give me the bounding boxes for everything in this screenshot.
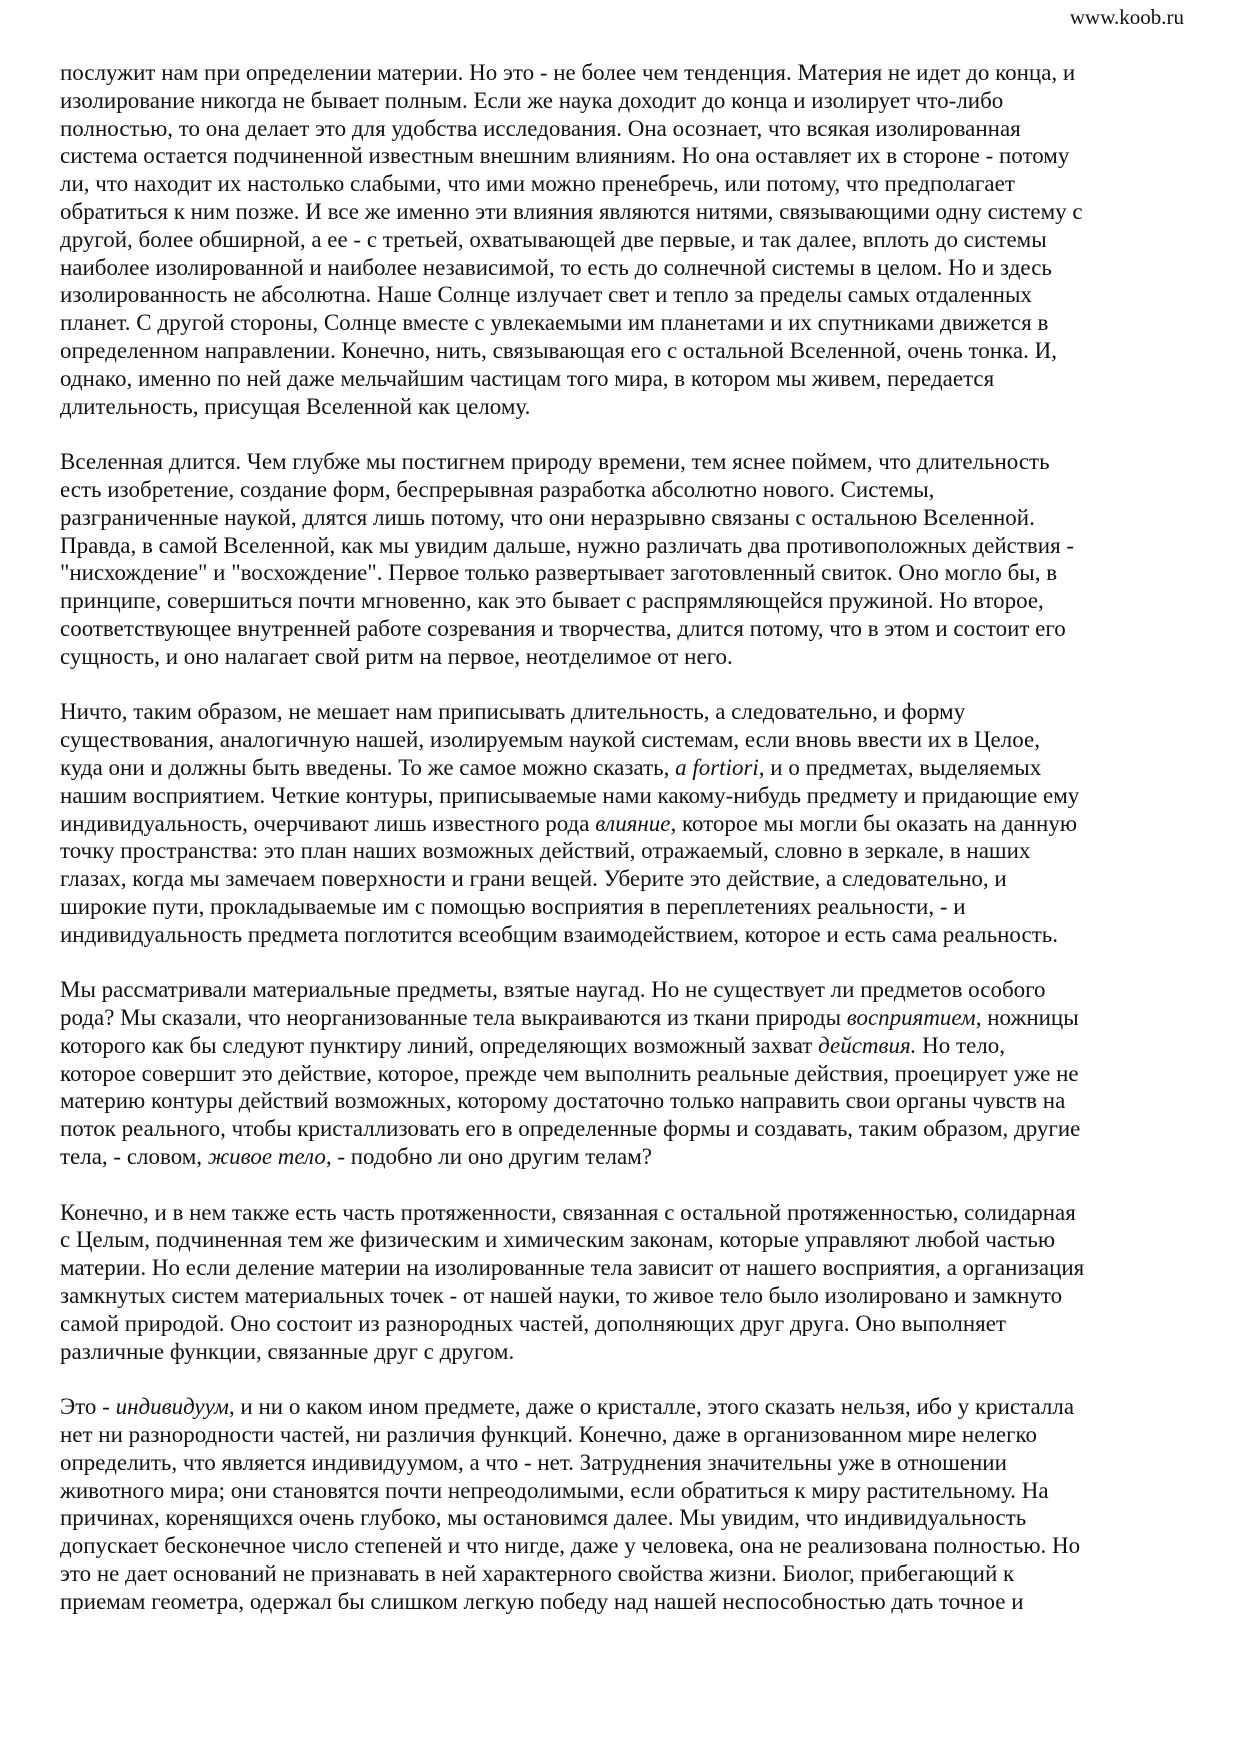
text-line: это не дает оснований не признавать в ней характерного свойства жизни. Биолог, прибегающий к: [60, 1561, 1015, 1588]
text-line: нашим восприятием. Четкие контуры, приписываемые нами какому-нибудь предмету и придающие ему: [60, 782, 1080, 809]
text-segment: которое мы могли бы оказать на данную: [676, 810, 1078, 837]
text-line: индивидуальность предмета поглотится всеобщим взаимодействием, которое и есть сама реальность.: [60, 921, 1058, 948]
text-line: животного мира; они становятся почти непреодолимыми, если обратиться к миру растительному. На: [60, 1477, 1049, 1504]
text-line: [60, 755, 1185, 783]
text-segment: куда они и должны быть введены. То же самое можно сказать,: [60, 754, 676, 781]
text-line: другой, более обширной, а ее - с третьей, охватывающей две первые, и так далее, вплоть до системы: [60, 226, 1047, 253]
text-segment: и ни о каком ином предмете, даже о кристалле, этого сказать нельзя, ибо у кристалла: [234, 1394, 1075, 1421]
italic-term: индивидуум,: [115, 1394, 235, 1421]
text-line: система остается подчиненной известным внешним влияниям. Но она оставляет их в стороне - потому: [60, 143, 1070, 170]
text-line: планет. С другой стороны, Солнце вместе с увлекаемыми им планетами и их спутниками движется в: [60, 310, 1049, 337]
italic-term: живое тело,: [207, 1144, 332, 1171]
paragraph: [60, 60, 1210, 421]
text-segment: тела, - словом,: [60, 1144, 208, 1171]
text-line: [60, 811, 1185, 839]
text-line: материи. Но если деление материи на изолированные тела зависит от нашего восприятия, а организация: [60, 1255, 1085, 1282]
text-line: изолирование никогда не бывает полным. Если же наука доходит до конца и изолирует что-либо: [60, 87, 1004, 114]
text-line: которое совершит это действие, которое, прежде чем выполнить реальные действия, проецирует уже не: [60, 1060, 1079, 1087]
text-segment: - подобно ли оно другим телам?: [331, 1144, 652, 1171]
text-line: приемам геометра, одержал бы слишком легкую победу над нашей неспособностью дать точное и: [60, 1588, 1024, 1615]
text-line: точку пространства: это план наших возможных действий, отражаемый, словно в зеркале, в наших: [60, 838, 1031, 865]
text-line: Правда, в самой Вселенной, как мы увидим дальше, нужно различать два противоположных действия -: [60, 532, 1075, 559]
text-line: есть изобретение, создание форм, беспрерывная разработка абсолютно нового. Системы,: [60, 476, 935, 503]
text-segment: ножницы: [981, 1005, 1079, 1032]
text-line: материю контуры действий возможных, которому достаточно только направить свои органы чувств на: [60, 1088, 1066, 1115]
text-line: [60, 1144, 1185, 1172]
italic-term: восприятием,: [846, 1005, 982, 1032]
text-line: соответствующее внутренней работе созревания и творчества, длится потому, что в этом и состоит его: [60, 615, 1066, 642]
text-line: разграниченные наукой, длятся лишь потому, что они неразрывно связаны с остальною Вселенной.: [60, 504, 1035, 531]
text-line: поток реального, чтобы кристаллизовать его в определенные формы и создавать, таким образом, другие: [60, 1116, 1081, 1143]
text-segment: которого как бы следуют пунктиру линий, определяющих возможный захват: [60, 1032, 819, 1059]
text-line: широкие пути, прокладываемые им с помощью восприятия в переплетениях реальности, - и: [60, 893, 966, 920]
text-segment: и о предметах, выделяемых: [764, 754, 1042, 781]
text-line: сущность, и оно налагает свой ритм на первое, неотделимое от него.: [60, 643, 733, 670]
text-line: однако, именно по ней даже мельчайшим частицам того мира, в котором мы живем, передается: [60, 365, 995, 392]
text-line: наиболее изолированной и наиболее независимой, то есть до солнечной системы в целом. Но и здесь: [60, 254, 1052, 281]
text-line: причинах, коренящихся очень глубоко, мы остановимся далее. Мы увидим, что индивидуальность: [60, 1505, 1027, 1532]
text-line: "нисхождение" и "восхождение". Первое только развертывает заготовленный свиток. Оно могло бы, в: [60, 560, 1058, 587]
text-segment: Это -: [60, 1394, 116, 1421]
text-line: определить, что является индивидуумом, а что - нет. Затруднения значительны уже в отношении: [60, 1449, 1007, 1476]
paragraph: [60, 449, 1210, 671]
text-line: ли, что находит их настолько слабыми, что ими можно пренебречь, или потому, что предполагает: [60, 171, 1015, 198]
text-segment: рода? Мы сказали, что неорганизованные тела выкраиваются из ткани природы: [60, 1005, 847, 1032]
text-line: [60, 1394, 1185, 1422]
text-line: длительность, присущая Вселенной как целому.: [60, 393, 531, 420]
text-line: с Целым, подчиненная тем же физическим и химическим законам, которые управляют любой частью: [60, 1227, 1055, 1254]
paragraph: [60, 1394, 1210, 1616]
site-url: www.koob.ru: [1069, 5, 1184, 29]
text-line: Вселенная длится. Чем глубже мы постигнем природу времени, тем яснее поймем, что длительность: [60, 449, 1050, 476]
document-body: [60, 60, 1210, 1644]
italic-term: влияние,: [595, 810, 677, 837]
italic-term: действия.: [818, 1032, 917, 1059]
text-line: полностью, то она делает это для удобства исследования. Она осознает, что всякая изолированная: [60, 115, 1021, 142]
text-line: послужит нам при определении материи. Но это - не более чем тенденция. Материя не идет до конца, и: [60, 60, 1076, 86]
text-line: изолированность не абсолютна. Наше Солнце излучает свет и тепло за пределы самых отдаленных: [60, 282, 1032, 309]
text-line: существования, аналогичную нашей, изолируемым наукой системам, если вновь ввести их в Целое,: [60, 727, 1040, 754]
text-segment: индивидуальность, очерчивают лишь известного рода: [60, 810, 596, 837]
text-line: допускает бесконечное число степеней и что нигде, даже у человека, она не реализована полностью. Но: [60, 1533, 1081, 1560]
paragraph: [60, 977, 1210, 1172]
text-line: обратиться к ним позже. И все же именно эти влияния являются нитями, связывающими одну систему с: [60, 198, 1083, 225]
paragraph: [60, 699, 1210, 949]
paragraph: [60, 1200, 1210, 1367]
text-line: различные функции, связанные друг с другом.: [60, 1338, 515, 1365]
text-line: [60, 1033, 1185, 1061]
text-line: Конечно, и в нем также есть часть протяженности, связанная с остальной протяженностью, солидарная: [60, 1199, 1076, 1226]
italic-term: a fortiori,: [675, 754, 765, 781]
text-line: глазах, когда мы замечаем поверхности и грани вещей. Уберите это действие, а следовательно, и: [60, 866, 1007, 893]
text-line: Мы рассматривали материальные предметы, взятые наугад. Но не существует ли предметов особого: [60, 977, 1046, 1004]
text-line: самой природой. Оно состоит из разнородных частей, дополняющих друг друга. Оно выполняет: [60, 1310, 1006, 1337]
text-line: принципе, совершиться почти мгновенно, как это бывает с распрямляющейся пружиной. Но второе,: [60, 588, 1044, 615]
text-line: [60, 1005, 1185, 1033]
text-line: нет ни разнородности частей, ни различия функций. Конечно, даже в организованном мире нелегко: [60, 1422, 1038, 1449]
text-line: определенном направлении. Конечно, нить, связывающая его с остальной Вселенной, очень тонка. И,: [60, 337, 1057, 364]
text-line: замкнутых систем материальных точек - от нашей науки, то живое тело было изолировано и замкнуто: [60, 1283, 1063, 1310]
text-line: Ничто, таким образом, не мешает нам приписывать длительность, а следовательно, и форму: [60, 699, 966, 726]
text-segment: Но тело,: [916, 1032, 1005, 1059]
